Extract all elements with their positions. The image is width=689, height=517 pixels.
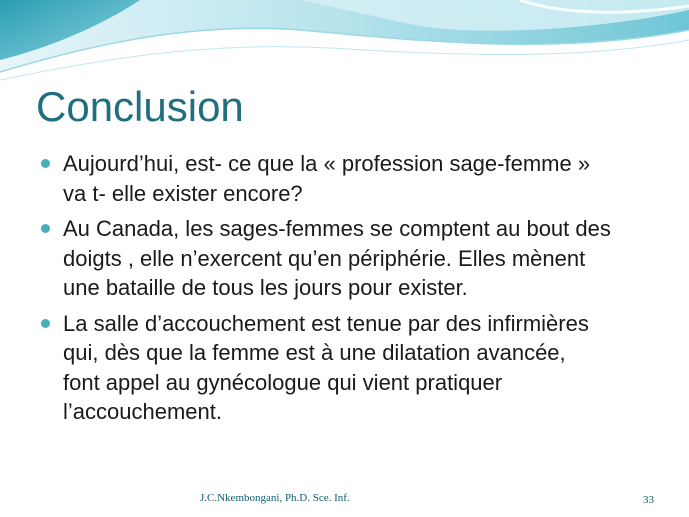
footer-author: J.C.Nkembongani, Ph.D. Sce. Inf. (200, 492, 350, 504)
page-number: 33 (643, 494, 654, 506)
bullet-list (40, 149, 670, 433)
bullet-line: va t- elle exister encore? (63, 180, 303, 206)
bullet-line: Au Canada, les sages-femmes se comptent au bout des (63, 216, 611, 241)
bullet-dot-icon (41, 319, 50, 328)
bullet-line: l’accouchement. (63, 399, 222, 424)
bullet-line: La salle d’accouchement est tenue par des infirmières (63, 310, 589, 336)
slide-title: Conclusion (36, 83, 244, 130)
bullet-line: font appel au gynécologue qui vient pratiquer (63, 369, 503, 395)
bullet-item (40, 309, 670, 427)
bullet-line: qui, dès que la femme est à une dilatation avancée, (63, 340, 566, 365)
bullet-line: doigts , elle n’exercent qu’en périphérie. Elles mènent (63, 245, 586, 271)
bullet-line: une bataille de tous les jours pour exister. (63, 275, 468, 300)
bullet-line: Aujourd’hui, est- ce que la « profession sage-femme » (63, 151, 591, 176)
bullet-item (40, 149, 670, 208)
bullet-dot-icon (41, 159, 50, 168)
bullet-dot-icon (41, 224, 50, 233)
header-wave-banner (0, 0, 689, 90)
bullet-item (40, 214, 670, 303)
